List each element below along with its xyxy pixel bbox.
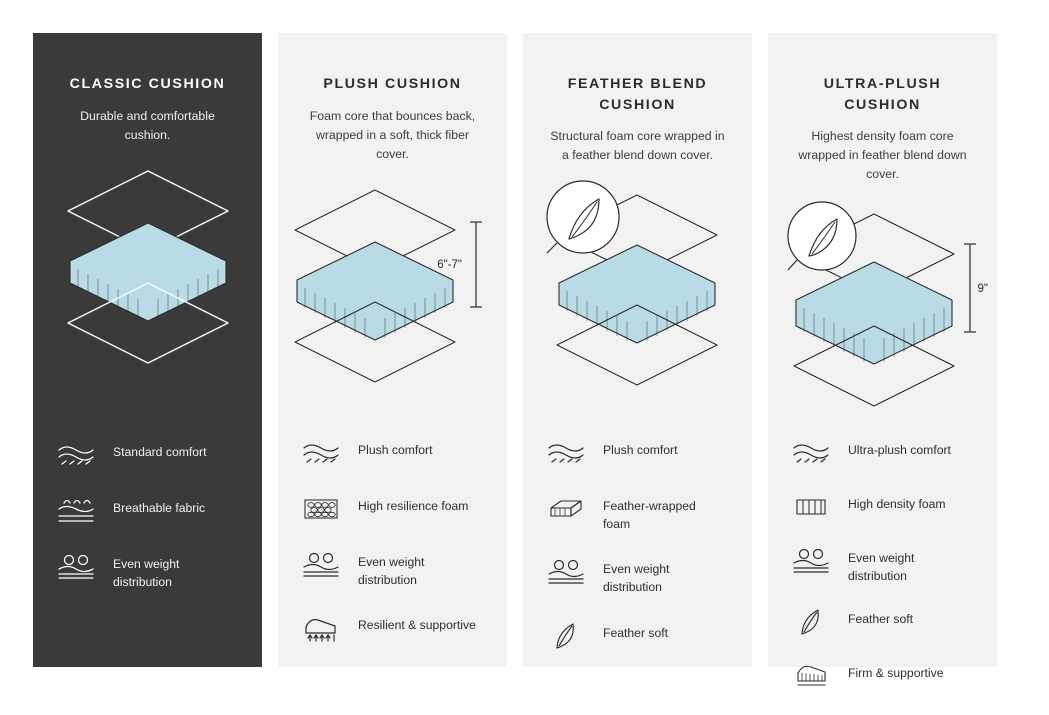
feature-label: High resilience foam: [358, 499, 469, 513]
feature-item: [298, 492, 487, 526]
feature-item: [53, 494, 242, 528]
feature-label: Resilient & supportive: [358, 618, 476, 633]
feature-item: [298, 611, 487, 645]
feature-label: Even weight distribution: [113, 557, 180, 589]
cushion-exploded-diagram-classic: [33, 153, 262, 381]
cushion-cards-row: [33, 33, 1016, 681]
feature-item: [543, 555, 732, 596]
card-title: FEATHER BLEND CUSHION: [567, 76, 708, 113]
feature-label: Even weight distribution: [603, 562, 670, 595]
card-title: PLUSH CUSHION: [323, 76, 462, 92]
feature-item: [53, 438, 242, 472]
feather-wrapped-foam-icon: [543, 492, 589, 526]
feature-label: Even weight distribution: [358, 555, 425, 587]
even-weight-icon: [788, 544, 834, 578]
feature-item: [543, 492, 732, 533]
firm-support-icon: [788, 659, 834, 693]
even-weight-icon: [53, 550, 99, 584]
feather-soft-icon: [543, 619, 589, 653]
feature-item: [788, 659, 977, 693]
feature-label: Breathable fabric: [113, 501, 206, 515]
feature-label: Feather soft: [603, 625, 669, 640]
card-description: Highest density foam core wrapped in feather blend down cover.: [798, 129, 967, 182]
feature-item: [788, 490, 977, 524]
feature-item: [298, 548, 487, 589]
card-description: Durable and comfortable cushion.: [80, 108, 215, 142]
cushion-exploded-diagram-feather-blend: [523, 173, 752, 401]
leaf-badge: [788, 202, 856, 270]
dimension-label: 6"-7": [437, 258, 462, 271]
foam-core-layer: [559, 245, 715, 343]
foam-core-layer: [297, 242, 453, 340]
feature-label: Firm & supportive: [848, 666, 944, 681]
wave-comfort-icon: [298, 436, 344, 470]
card-feather-blend-cushion[interactable]: [523, 33, 752, 667]
card-description: Foam core that bounces back, wrapped in a soft, thick fiber cover.: [309, 108, 476, 161]
feature-label: Ultra-plush comfort: [848, 443, 951, 457]
feature-list: [523, 436, 752, 675]
feature-item: [788, 544, 977, 585]
feature-list: [33, 438, 262, 613]
honeycomb-foam-icon: [298, 492, 344, 526]
cushion-exploded-diagram-plush: [278, 172, 507, 400]
feature-item: [543, 436, 732, 470]
feature-label: Even weight distribution: [848, 551, 915, 583]
foam-core-layer: [796, 262, 952, 364]
feature-item: [298, 436, 487, 470]
card-ultra-plush-cushion[interactable]: [768, 33, 997, 681]
resilient-support-icon: [298, 611, 344, 645]
wave-comfort-icon: [788, 436, 834, 470]
feature-label: Plush comfort: [603, 443, 678, 457]
wave-comfort-icon: [543, 436, 589, 470]
foam-core-layer: [70, 223, 226, 321]
feature-label: Feather-wrapped foam: [603, 499, 696, 531]
leaf-badge: [547, 181, 619, 253]
cushion-exploded-diagram-ultra-plush: [768, 192, 997, 420]
dimension-bracket: [470, 222, 482, 307]
feature-label: Standard comfort: [113, 445, 207, 459]
card-title: CLASSIC CUSHION: [69, 76, 226, 92]
card-plush-cushion[interactable]: [278, 33, 507, 667]
feature-item: [788, 436, 977, 470]
even-weight-icon: [543, 555, 589, 589]
dimension-bracket: [964, 244, 976, 332]
feature-label: Feather soft: [848, 612, 914, 627]
feature-item: [788, 605, 977, 639]
card-description: Structural foam core wrapped in a feather blend down cover.: [550, 129, 725, 163]
even-weight-icon: [298, 548, 344, 582]
feature-list: [278, 436, 507, 667]
feature-list: [768, 436, 997, 715]
feature-item: [53, 550, 242, 591]
card-classic-cushion[interactable]: [33, 33, 262, 667]
dimension-label: 9": [977, 283, 988, 296]
wave-comfort-icon: [53, 438, 99, 472]
feature-item: [543, 619, 732, 653]
high-density-foam-icon: [788, 490, 834, 524]
feature-label: Plush comfort: [358, 443, 433, 457]
card-title: ULTRA-PLUSH CUSHION: [823, 76, 942, 113]
feature-label: High density foam: [848, 497, 946, 511]
feather-soft-icon: [788, 605, 834, 639]
breathable-fabric-icon: [53, 494, 99, 528]
